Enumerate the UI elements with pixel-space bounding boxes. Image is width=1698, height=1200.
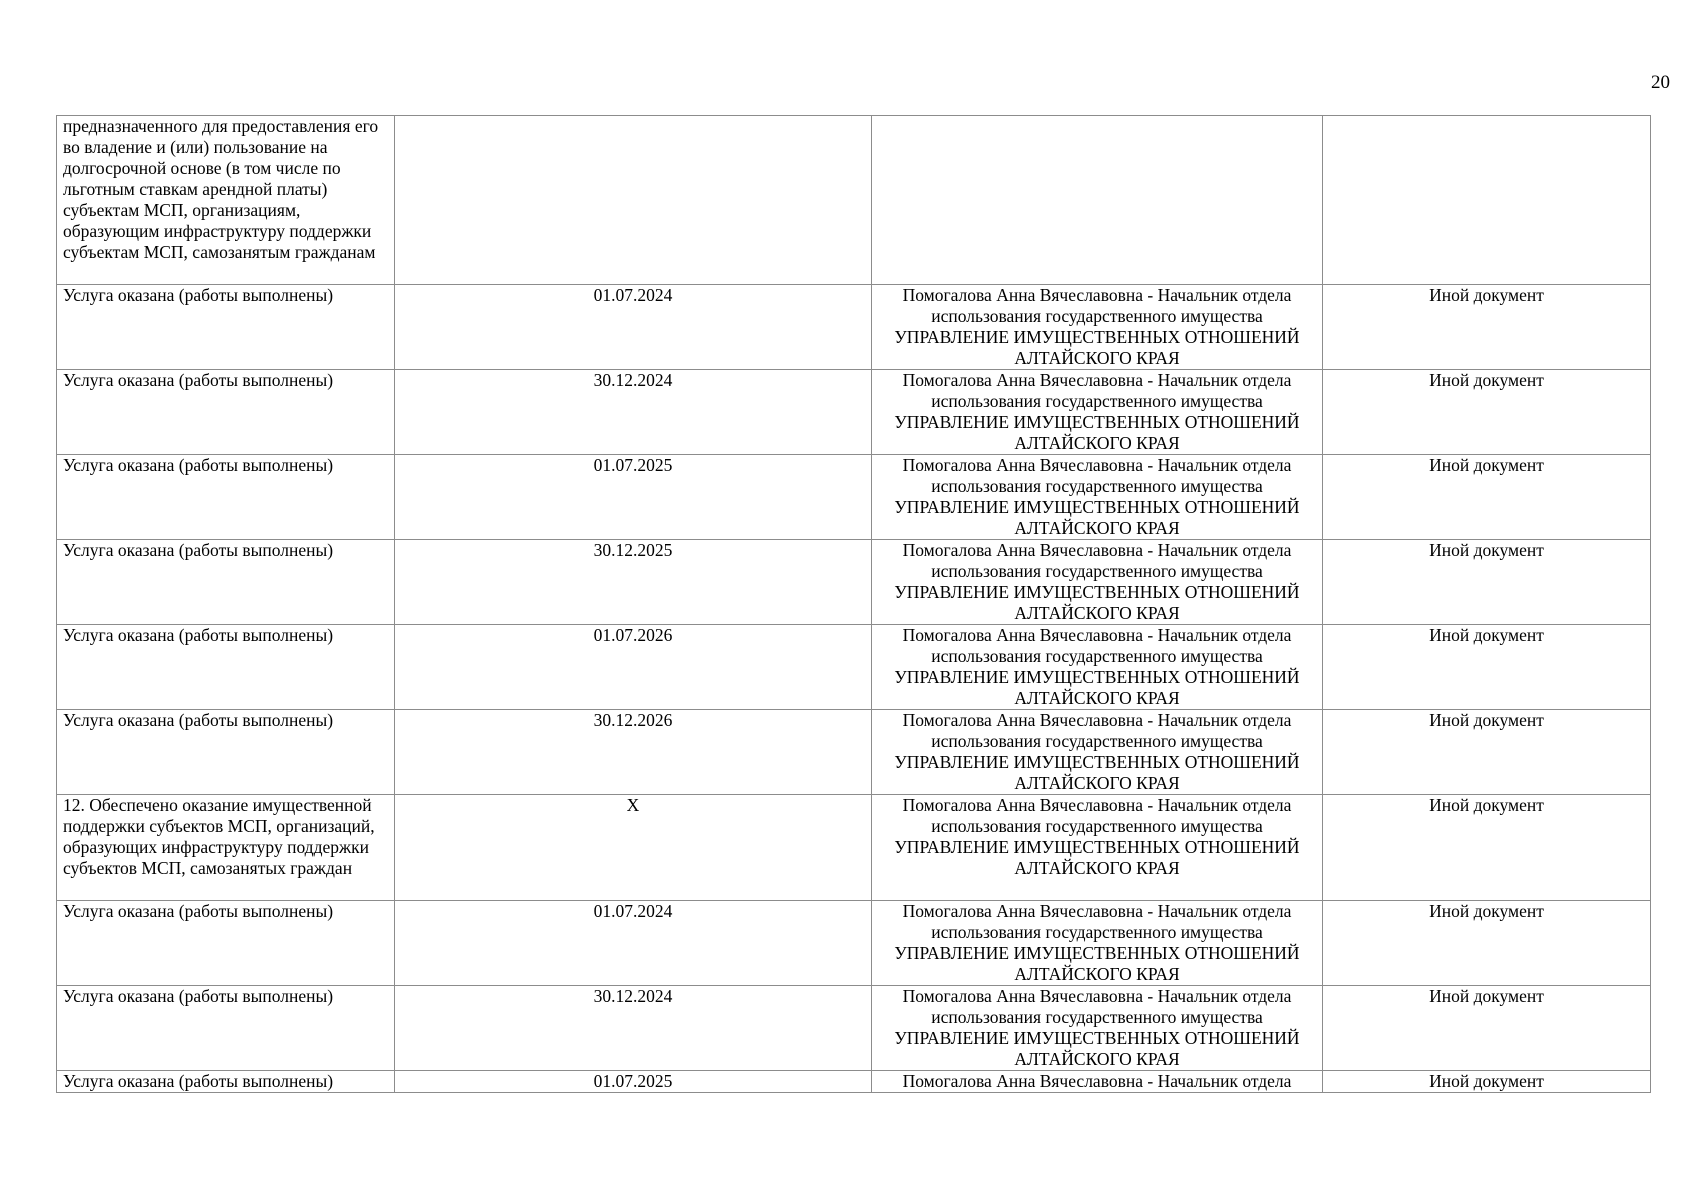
date-cell: 01.07.2026	[395, 625, 872, 710]
event-cell: Услуга оказана (работы выполнены)	[57, 370, 395, 455]
responsible-org: УПРАВЛЕНИЕ ИМУЩЕСТВЕННЫХ ОТНОШЕНИЙ	[894, 582, 1300, 602]
responsible-region: АЛТАЙСКОГО КРАЯ	[1014, 773, 1180, 793]
page-number: 20	[1651, 72, 1670, 93]
document-cell: Иной документ	[1323, 710, 1651, 795]
responsible-name: Помогалова Анна Вячеславовна - Начальник отдела	[902, 455, 1292, 475]
responsible-name: Помогалова Анна Вячеславовна - Начальник отдела	[902, 795, 1292, 815]
responsible-dept: использования государственного имущества	[931, 391, 1263, 411]
date-cell: 30.12.2024	[395, 370, 872, 455]
document-cell: Иной документ	[1323, 540, 1651, 625]
responsible-cell	[872, 540, 1323, 625]
table-row	[57, 116, 1651, 285]
date-cell: 01.07.2025	[395, 1071, 872, 1093]
date-cell: 30.12.2025	[395, 540, 872, 625]
responsible-cell	[872, 116, 1323, 285]
event-cell: предназначенного для предоставления его во владение и (или) пользование на долгосрочной основе (в том числе по льготным ставкам арендной платы) субъектам МСП, организациям, образующим инфраструктуру поддержки субъектам МСП, самозанятым гражданам	[57, 116, 395, 285]
document-cell: Иной документ	[1323, 795, 1651, 901]
date-cell: X	[395, 795, 872, 901]
date-cell: 01.07.2025	[395, 455, 872, 540]
responsible-org: УПРАВЛЕНИЕ ИМУЩЕСТВЕННЫХ ОТНОШЕНИЙ	[894, 327, 1300, 347]
responsible-dept: использования государственного имущества	[931, 561, 1263, 581]
table-row	[57, 370, 1651, 455]
responsible-region: АЛТАЙСКОГО КРАЯ	[1014, 518, 1180, 538]
responsible-name: Помогалова Анна Вячеславовна - Начальник отдела	[902, 1071, 1292, 1091]
responsible-region: АЛТАЙСКОГО КРАЯ	[1014, 688, 1180, 708]
responsible-name: Помогалова Анна Вячеславовна - Начальник отдела	[902, 625, 1292, 645]
responsible-dept: использования государственного имущества	[931, 816, 1263, 836]
responsible-name: Помогалова Анна Вячеславовна - Начальник отдела	[902, 370, 1292, 390]
table-row	[57, 795, 1651, 901]
date-cell	[395, 116, 872, 285]
responsible-org: УПРАВЛЕНИЕ ИМУЩЕСТВЕННЫХ ОТНОШЕНИЙ	[894, 667, 1300, 687]
responsible-dept: использования государственного имущества	[931, 1007, 1263, 1027]
date-cell: 01.07.2024	[395, 901, 872, 986]
event-cell: Услуга оказана (работы выполнены)	[57, 540, 395, 625]
document-cell	[1323, 116, 1651, 285]
responsible-region: АЛТАЙСКОГО КРАЯ	[1014, 348, 1180, 368]
table-row	[57, 625, 1651, 710]
table-row	[57, 285, 1651, 370]
table-row	[57, 986, 1651, 1071]
responsible-org: УПРАВЛЕНИЕ ИМУЩЕСТВЕННЫХ ОТНОШЕНИЙ	[894, 943, 1300, 963]
table-row	[57, 901, 1651, 986]
document-cell: Иной документ	[1323, 370, 1651, 455]
event-cell: Услуга оказана (работы выполнены)	[57, 285, 395, 370]
responsible-name: Помогалова Анна Вячеславовна - Начальник отдела	[902, 285, 1292, 305]
responsible-cell	[872, 625, 1323, 710]
table-row	[57, 1071, 1651, 1093]
responsible-org: УПРАВЛЕНИЕ ИМУЩЕСТВЕННЫХ ОТНОШЕНИЙ	[894, 497, 1300, 517]
responsible-dept: использования государственного имущества	[931, 646, 1263, 666]
date-cell: 30.12.2024	[395, 986, 872, 1071]
responsible-org: УПРАВЛЕНИЕ ИМУЩЕСТВЕННЫХ ОТНОШЕНИЙ	[894, 1028, 1300, 1048]
event-cell: Услуга оказана (работы выполнены)	[57, 986, 395, 1071]
responsible-cell	[872, 370, 1323, 455]
event-cell: Услуга оказана (работы выполнены)	[57, 710, 395, 795]
responsible-name: Помогалова Анна Вячеславовна - Начальник отдела	[902, 540, 1292, 560]
responsible-region: АЛТАЙСКОГО КРАЯ	[1014, 603, 1180, 623]
plan-table	[56, 115, 1651, 1093]
date-cell: 01.07.2024	[395, 285, 872, 370]
event-cell: Услуга оказана (работы выполнены)	[57, 1071, 395, 1093]
responsible-region: АЛТАЙСКОГО КРАЯ	[1014, 858, 1180, 878]
document-cell: Иной документ	[1323, 901, 1651, 986]
event-cell: Услуга оказана (работы выполнены)	[57, 455, 395, 540]
responsible-org: УПРАВЛЕНИЕ ИМУЩЕСТВЕННЫХ ОТНОШЕНИЙ	[894, 837, 1300, 857]
event-cell: Услуга оказана (работы выполнены)	[57, 901, 395, 986]
responsible-name: Помогалова Анна Вячеславовна - Начальник отдела	[902, 986, 1292, 1006]
responsible-dept: использования государственного имущества	[931, 922, 1263, 942]
responsible-cell	[872, 455, 1323, 540]
document-cell: Иной документ	[1323, 455, 1651, 540]
document-cell: Иной документ	[1323, 285, 1651, 370]
event-cell: Услуга оказана (работы выполнены)	[57, 625, 395, 710]
responsible-name: Помогалова Анна Вячеславовна - Начальник отдела	[902, 710, 1292, 730]
responsible-cell	[872, 986, 1323, 1071]
document-cell: Иной документ	[1323, 1071, 1651, 1093]
table-row	[57, 710, 1651, 795]
responsible-cell	[872, 285, 1323, 370]
document-cell: Иной документ	[1323, 625, 1651, 710]
responsible-dept: использования государственного имущества	[931, 731, 1263, 751]
responsible-region: АЛТАЙСКОГО КРАЯ	[1014, 964, 1180, 984]
responsible-cell	[872, 795, 1323, 901]
responsible-cell	[872, 1071, 1323, 1093]
responsible-dept: использования государственного имущества	[931, 476, 1263, 496]
responsible-region: АЛТАЙСКОГО КРАЯ	[1014, 1049, 1180, 1069]
document-cell: Иной документ	[1323, 986, 1651, 1071]
responsible-cell	[872, 901, 1323, 986]
table-row	[57, 540, 1651, 625]
responsible-org: УПРАВЛЕНИЕ ИМУЩЕСТВЕННЫХ ОТНОШЕНИЙ	[894, 752, 1300, 772]
date-cell: 30.12.2026	[395, 710, 872, 795]
responsible-cell	[872, 710, 1323, 795]
responsible-org: УПРАВЛЕНИЕ ИМУЩЕСТВЕННЫХ ОТНОШЕНИЙ	[894, 412, 1300, 432]
table-row	[57, 455, 1651, 540]
event-cell: 12. Обеспечено оказание имущественной поддержки субъектов МСП, организаций, образующих инфраструктуру поддержки субъектов МСП, самозанятых граждан	[57, 795, 395, 901]
responsible-dept: использования государственного имущества	[931, 306, 1263, 326]
responsible-region: АЛТАЙСКОГО КРАЯ	[1014, 433, 1180, 453]
responsible-name: Помогалова Анна Вячеславовна - Начальник отдела	[902, 901, 1292, 921]
